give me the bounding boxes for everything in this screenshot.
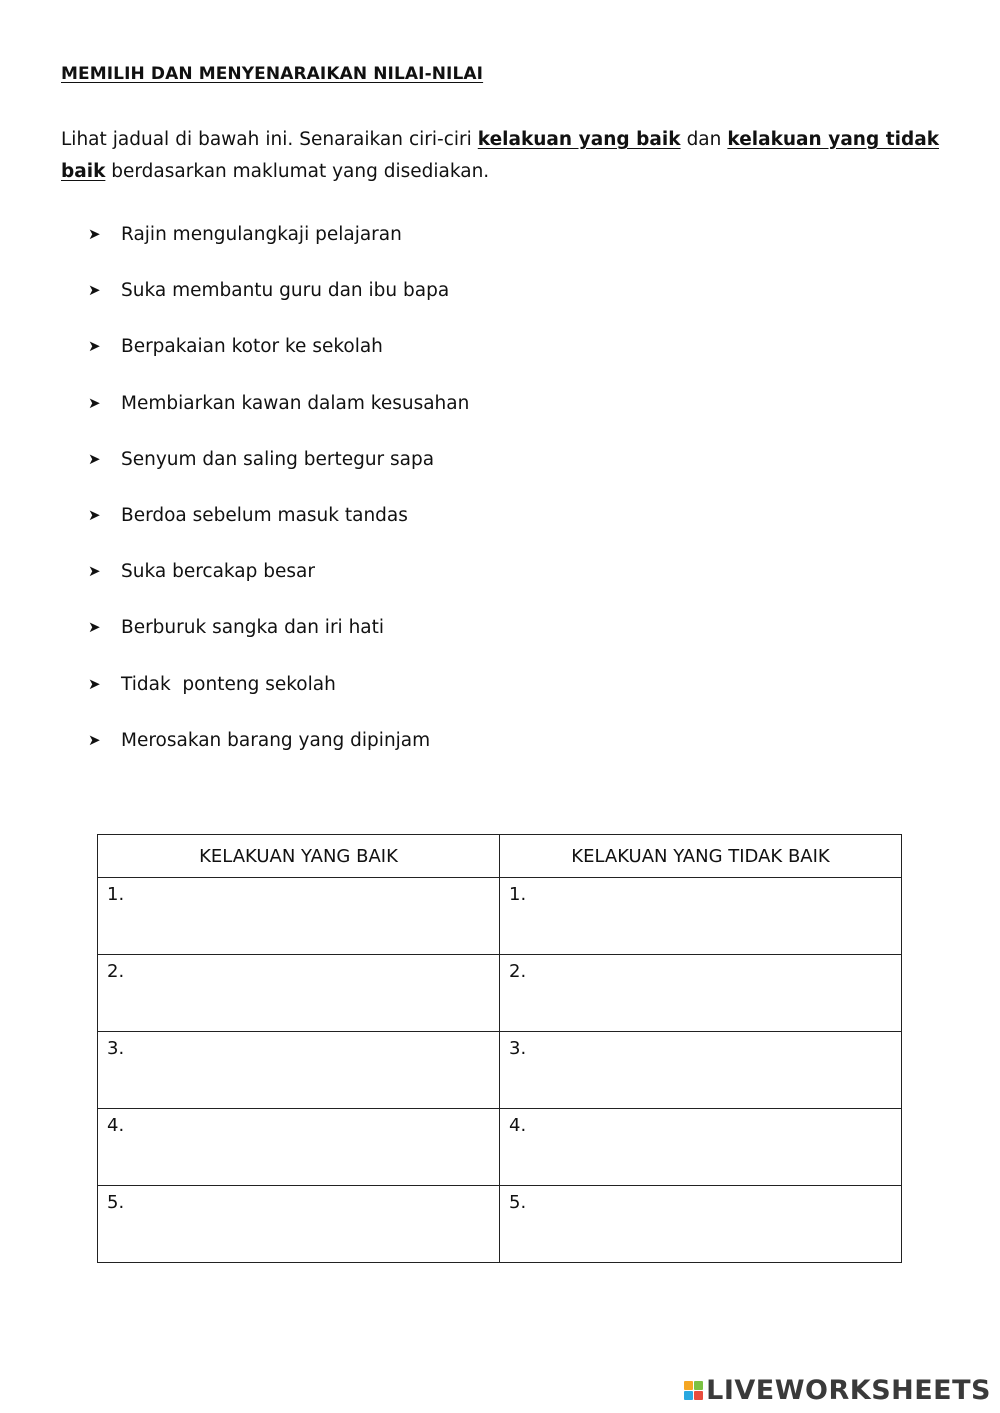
answer-cell-bad[interactable] [500, 1032, 902, 1109]
list-item-text: Suka membantu guru dan ibu bapa [121, 280, 450, 302]
behaviour-list [88, 219, 469, 781]
list-item [88, 725, 469, 781]
answer-cell-good[interactable] [98, 955, 500, 1032]
term-bad-behaviour: kelakuan yang tidak baik [61, 129, 940, 182]
instruction-part-1: Lihat jadual di bawah ini. Senaraikan ciri-ciri [61, 129, 478, 150]
list-item [88, 669, 469, 725]
header-bad-behaviour: KELAKUAN YANG TIDAK BAIK [500, 835, 902, 878]
arrow-bullet-icon: ➤ [88, 730, 101, 749]
list-item-text: Berburuk sangka dan iri hati [121, 617, 385, 639]
row-number: 3. [509, 1038, 527, 1059]
row-number: 4. [107, 1115, 125, 1136]
liveworksheets-brand[interactable] [684, 1375, 991, 1406]
arrow-bullet-icon: ➤ [88, 674, 101, 693]
table-header-row [98, 835, 902, 878]
list-item [88, 331, 469, 387]
row-number: 2. [509, 961, 527, 982]
list-item-text: Membiarkan kawan dalam kesusahan [121, 392, 470, 414]
list-item-text: Tidak ponteng sekolah [121, 673, 336, 695]
answer-cell-good[interactable] [98, 1109, 500, 1186]
instruction-text [61, 124, 939, 188]
table-row [98, 1032, 902, 1109]
header-good-behaviour: KELAKUAN YANG BAIK [98, 835, 500, 878]
instruction-part-3: berdasarkan maklumat yang disediakan. [105, 161, 490, 182]
row-number: 1. [107, 884, 125, 905]
list-item-text: Suka bercakap besar [121, 561, 315, 583]
row-number: 5. [107, 1192, 125, 1213]
row-number: 1. [509, 884, 527, 905]
list-item [88, 219, 469, 275]
list-item-text: Senyum dan saling bertegur sapa [121, 448, 435, 470]
arrow-bullet-icon: ➤ [88, 281, 101, 300]
list-item-text: Berdoa sebelum masuk tandas [121, 504, 408, 526]
table-row [98, 878, 902, 955]
answer-cell-bad[interactable] [500, 955, 902, 1032]
list-item [88, 444, 469, 500]
list-item [88, 612, 469, 668]
list-item [88, 388, 469, 444]
brand-name: LIVEWORKSHEETS [706, 1375, 991, 1406]
sorting-table [97, 834, 902, 1263]
term-good-behaviour: kelakuan yang baik [477, 129, 681, 150]
answer-cell-bad[interactable] [500, 1109, 902, 1186]
list-item [88, 556, 469, 612]
row-number: 2. [107, 961, 125, 982]
arrow-bullet-icon: ➤ [88, 505, 101, 524]
logo-square [694, 1391, 703, 1400]
table-row [98, 1186, 902, 1263]
arrow-bullet-icon: ➤ [88, 225, 101, 243]
answer-cell-bad[interactable] [500, 1186, 902, 1263]
row-number: 5. [509, 1192, 527, 1213]
answer-cell-good[interactable] [98, 1032, 500, 1109]
list-item [88, 275, 469, 331]
logo-square [684, 1391, 693, 1400]
table-row [98, 1109, 902, 1186]
table-row [98, 955, 902, 1032]
list-item-text: Berpakaian kotor ke sekolah [121, 336, 383, 358]
row-number: 4. [509, 1115, 527, 1136]
liveworksheets-logo-icon [684, 1381, 703, 1400]
list-item-text: Rajin mengulangkaji pelajaran [121, 224, 402, 245]
list-item-text: Merosakan barang yang dipinjam [121, 729, 431, 751]
answer-cell-good[interactable] [98, 1186, 500, 1263]
answer-cell-good[interactable] [98, 878, 500, 955]
row-number: 3. [107, 1038, 125, 1059]
worksheet-title: MEMILIH DAN MENYENARAIKAN NILAI-NILAI [61, 64, 484, 84]
arrow-bullet-icon: ➤ [88, 393, 101, 412]
arrow-bullet-icon: ➤ [88, 618, 101, 637]
logo-square [694, 1381, 703, 1390]
arrow-bullet-icon: ➤ [88, 562, 101, 581]
instruction-part-2: dan [680, 129, 728, 150]
logo-square [684, 1381, 693, 1390]
answer-cell-bad[interactable] [500, 878, 902, 955]
list-item [88, 500, 469, 556]
arrow-bullet-icon: ➤ [88, 449, 101, 468]
arrow-bullet-icon: ➤ [88, 337, 101, 356]
